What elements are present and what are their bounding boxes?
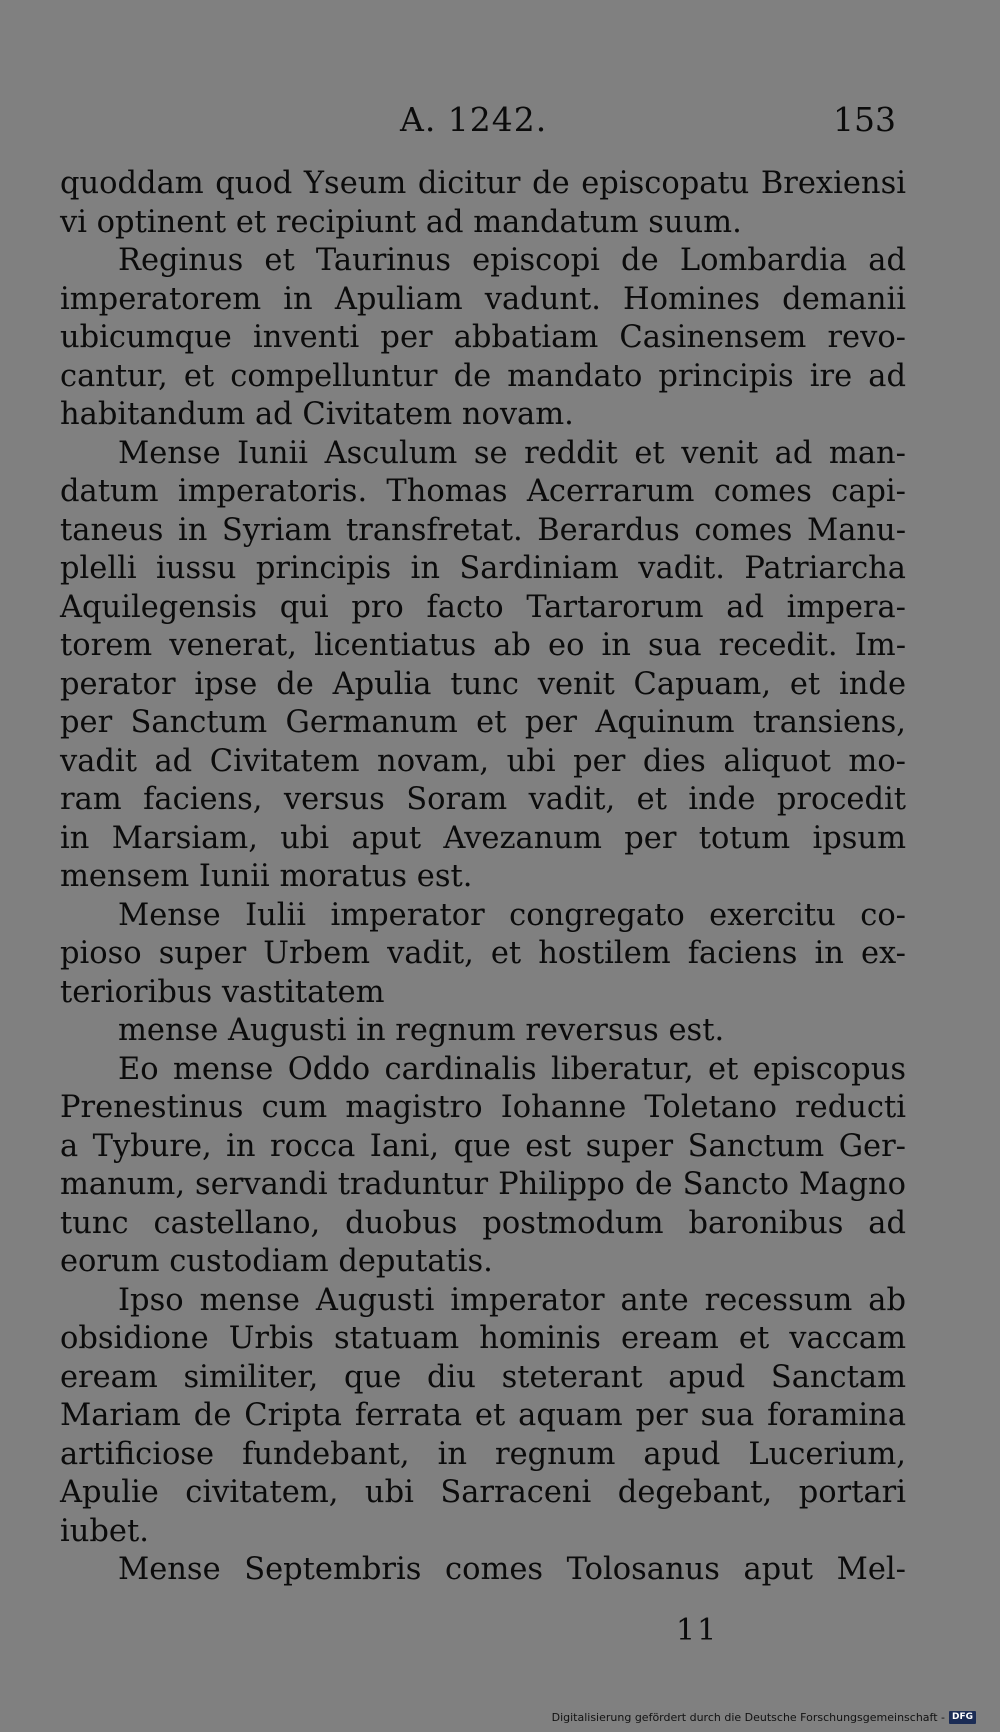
text-line: Prenestinus cum magistro Iohanne Toletano reducti	[60, 1090, 906, 1125]
text-line: manum, servandi traduntur Philippo de Sancto Magno	[60, 1167, 906, 1202]
text-line: a Tybure, in rocca Iani, que est super Sanctum Ger-	[60, 1128, 906, 1164]
text-line: Mense Iunii Asculum se reddit et venit ad man-	[118, 435, 906, 471]
text-line: mense Augusti in regnum reversus est.	[118, 1013, 725, 1048]
text-line: vi optinent et recipiunt ad mandatum suum.	[60, 204, 742, 240]
text-line: quoddam quod Yseum dicitur de episcopatu Brexiensi	[60, 166, 906, 201]
body-text	[60, 165, 906, 1590]
text-line: eream similiter, que diu steterant apud Sanctam	[60, 1359, 906, 1395]
text-line: Mense Iulii imperator congregato exercitu co-	[118, 897, 906, 933]
text-line: Apulie civitatem, ubi Sarraceni degebant, portari	[60, 1475, 906, 1510]
text-line: obsidione Urbis statuam hominis eream et vaccam	[60, 1321, 906, 1356]
text-line: Eo mense Oddo cardinalis liberatur, et episcopus	[118, 1051, 906, 1087]
text-line: vadit ad Civitatem novam, ubi per dies aliquot mo-	[60, 743, 906, 779]
text-line: Reginus et Taurinus episcopi de Lombardia ad	[118, 243, 906, 278]
dfg-logo: DFG	[949, 1711, 976, 1724]
footer-credit	[552, 1711, 976, 1724]
page-number: 153	[833, 100, 896, 139]
text-line: in Marsiam, ubi aput Avezanum per totum ipsum	[60, 820, 906, 856]
text-line: datum imperatoris. Thomas Acerrarum comes capi-	[60, 474, 906, 509]
text-line: cantur, et compelluntur de mandato principis ire ad	[60, 358, 906, 394]
text-line: artificiose fundebant, in regnum apud Lucerium,	[60, 1436, 906, 1472]
text-line: ubicumque inventi per abbatiam Casinensem revo-	[60, 320, 906, 355]
text-line: iubet.	[60, 1513, 149, 1549]
signature-mark: 11	[676, 1613, 719, 1648]
text-line: pioso super Urbem vadit, et hostilem faciens in ex-	[60, 936, 906, 971]
text-line: plelli iussu principis in Sardiniam vadit. Patriarcha	[60, 551, 906, 586]
text-line: imperatorem in Apuliam vadunt. Homines demanii	[60, 281, 906, 317]
text-line: per Sanctum Germanum et per Aquinum transiens,	[60, 705, 906, 740]
page-header	[0, 96, 1000, 144]
text-line: torem venerat, licentiatus ab eo in sua recedit. Im-	[60, 628, 906, 663]
text-line: taneus in Syriam transfretat. Berardus comes Manu-	[60, 512, 906, 548]
text-line: Aquilegensis qui pro facto Tartarorum ad impera-	[60, 589, 906, 625]
text-line: tunc castellano, duobus postmodum baronibus ad	[60, 1205, 906, 1241]
text-line: habitandum ad Civitatem novam.	[60, 397, 574, 432]
text-line: ram faciens, versus Soram vadit, et inde procedit	[60, 782, 906, 817]
text-line: Mariam de Cripta ferrata et aquam per sua foramina	[60, 1398, 906, 1433]
text-line: mensem Iunii moratus est.	[60, 859, 473, 894]
text-line: perator ipse de Apulia tunc venit Capuam, et inde	[60, 666, 906, 702]
text-line: Mense Septembris comes Tolosanus aput Mel-	[118, 1552, 906, 1587]
text-line: Ipso mense Augusti imperator ante recessum ab	[118, 1282, 906, 1318]
running-head: A. 1242.	[400, 100, 548, 139]
footer-text: Digitalisierung gefördert durch die Deutsche Forschungsgemeinschaft -	[551, 1711, 945, 1724]
text-line: terioribus vastitatem	[60, 974, 385, 1010]
text-line: eorum custodiam deputatis.	[60, 1244, 493, 1279]
